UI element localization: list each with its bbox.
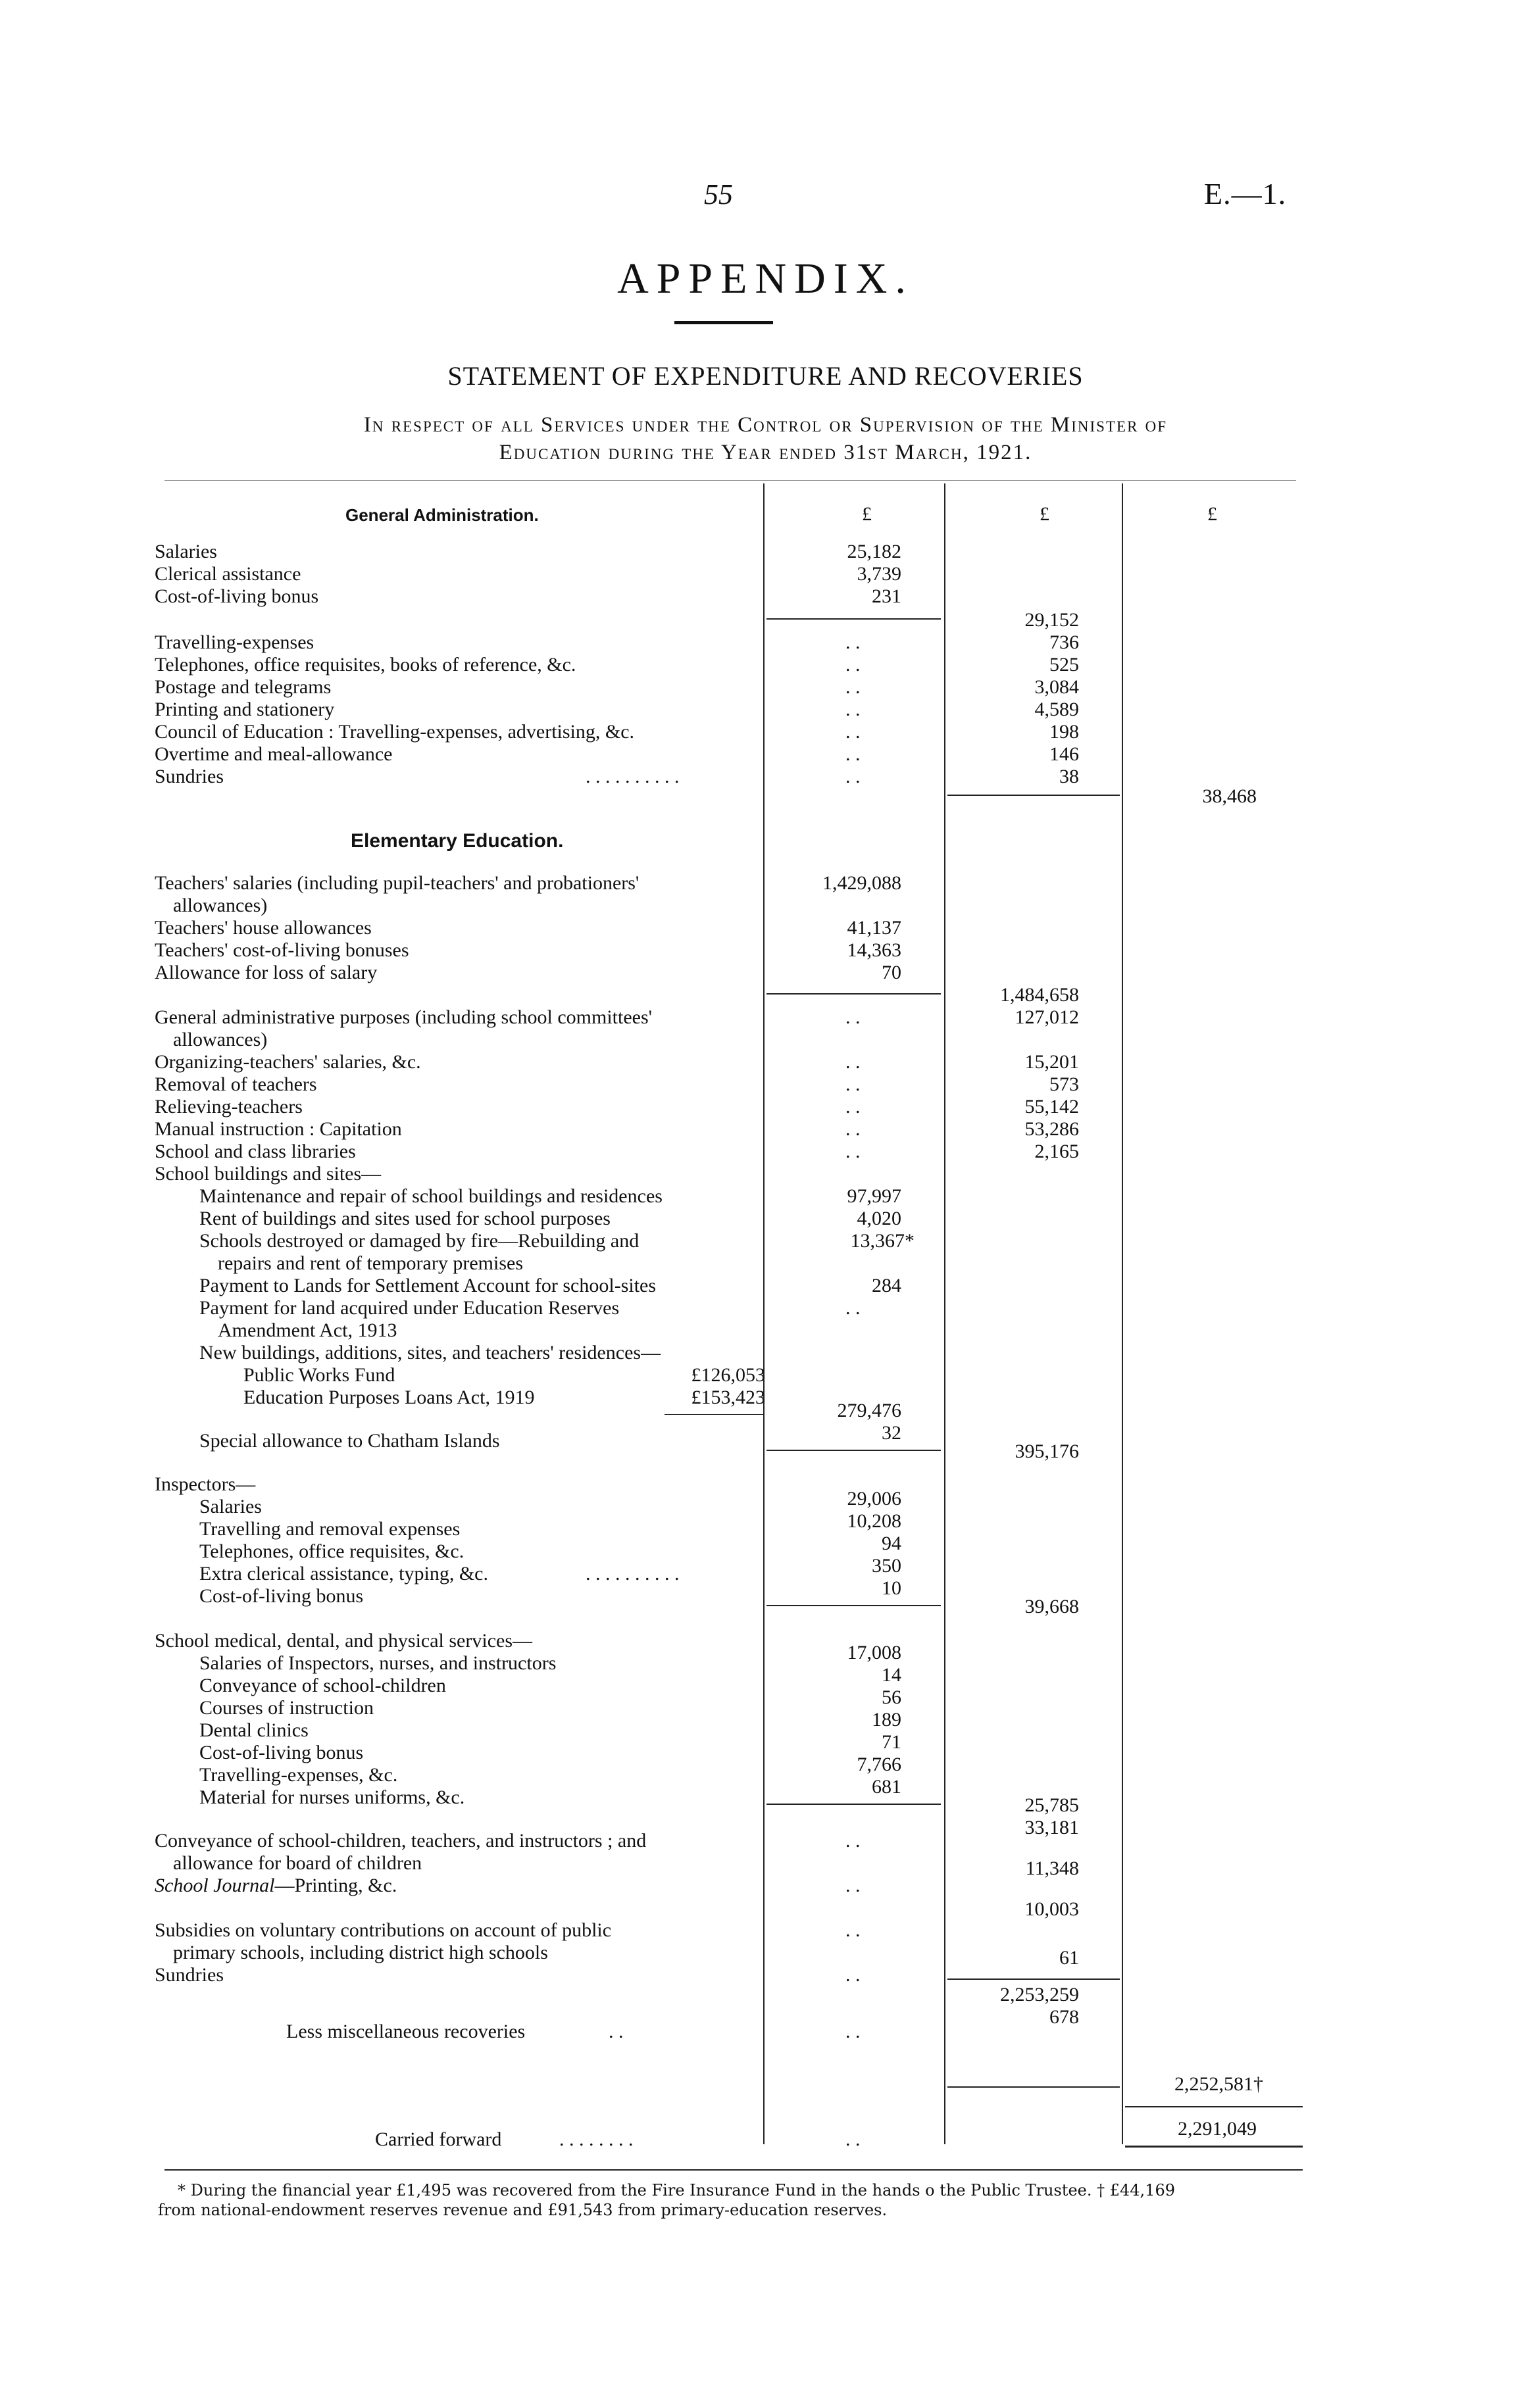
empty-cell-dots: . .	[845, 2021, 861, 2042]
row-label: Sundries	[155, 766, 224, 787]
value-cell: 53,286	[1024, 1118, 1079, 1140]
value-cell: 7,766	[857, 1754, 901, 1775]
leader-dots: . . . . . . . . . .	[586, 766, 680, 787]
row-label: Education Purposes Loans Act, 1919	[243, 1387, 535, 1408]
value-cell: 17,008	[847, 1642, 901, 1663]
value-cell: 4,020	[857, 1208, 901, 1229]
row-label: Salaries of Inspectors, nurses, and instructors	[199, 1652, 557, 1674]
row-label: Conveyance of school-children	[199, 1675, 446, 1696]
empty-cell-dots: . .	[845, 721, 861, 743]
value-cell: £126,053	[691, 1364, 765, 1386]
value-cell: 25,785	[1024, 1794, 1079, 1816]
appendix-title: APPENDIX.	[617, 255, 914, 303]
value-cell: 198	[1049, 721, 1079, 743]
row-label: allowance for board of children	[173, 1852, 422, 1874]
value-cell: 61	[1059, 1947, 1079, 1969]
value-cell: 71	[882, 1731, 901, 1753]
empty-cell-dots: . .	[845, 654, 861, 676]
subtotal-rule	[947, 1978, 1120, 1980]
value-cell: 3,084	[1034, 676, 1079, 698]
leader-dots: . .	[609, 2021, 624, 2042]
row-label: Cost-of-living bonus	[155, 585, 319, 607]
leader-dots: . . . . . . . . . .	[586, 1563, 680, 1585]
row-label: Travelling-expenses, &c.	[199, 1764, 398, 1786]
value-cell: 4,589	[1034, 699, 1079, 720]
col3-currency: £	[1207, 503, 1217, 525]
empty-cell-dots: . .	[845, 1141, 861, 1162]
value-cell: 14,363	[847, 939, 901, 961]
row-label: Manual instruction : Capitation	[155, 1118, 402, 1140]
value-cell: 678	[1049, 2006, 1079, 2028]
row-label: General administrative purposes (including school committees'	[155, 1006, 653, 1028]
subtotal-rule	[1125, 2106, 1303, 2107]
empty-cell-dots: . .	[845, 1875, 861, 1896]
row-label: School buildings and sites—	[155, 1163, 382, 1185]
row-label: Teachers' salaries (including pupil-teachers' and probationers'	[155, 872, 640, 894]
value-cell: 681	[872, 1776, 901, 1798]
value-cell: 32	[882, 1422, 901, 1444]
value-cell: 127,012	[1015, 1006, 1079, 1028]
value-cell: 2,252,581†	[1174, 2073, 1263, 2095]
subtotal-rule	[766, 618, 941, 620]
value-cell: 11,348	[1025, 1857, 1079, 1879]
row-label: Maintenance and repair of school buildings and residences	[199, 1185, 663, 1207]
value-cell: 29,006	[847, 1488, 901, 1510]
row-label: allowances)	[173, 1029, 268, 1050]
row-label: Dental clinics	[199, 1719, 309, 1741]
row-label: Payment to Lands for Settlement Account for school-sites	[199, 1275, 657, 1296]
empty-cell-dots: . .	[845, 1830, 861, 1852]
value-cell: 39,668	[1024, 1596, 1079, 1617]
value-cell: 55,142	[1024, 1096, 1079, 1118]
value-cell: 38,468	[1202, 785, 1257, 807]
statement-title: STATEMENT OF EXPENDITURE AND RECOVERIES	[447, 361, 1084, 391]
row-label: Salaries	[155, 541, 217, 562]
empty-cell-dots: . .	[845, 1297, 861, 1319]
row-label: School medical, dental, and physical services—	[155, 1630, 532, 1652]
row-label: Rent of buildings and sites used for school purposes	[199, 1208, 611, 1229]
footnote-rule	[164, 2169, 1303, 2171]
row-label: Travelling-expenses	[155, 631, 314, 653]
subtotal-rule	[766, 1804, 941, 1805]
empty-cell-dots: . .	[845, 1118, 861, 1140]
value-cell: 29,152	[1024, 609, 1079, 631]
value-cell: 41,137	[847, 917, 901, 939]
row-label: primary schools, including district high schools	[173, 1942, 548, 1963]
row-label: Overtime and meal-allowance	[155, 743, 393, 765]
empty-cell-dots: . .	[845, 631, 861, 653]
empty-cell-dots: . .	[845, 1964, 861, 1986]
row-label: Teachers' house allowances	[155, 917, 372, 939]
empty-cell-dots: . .	[845, 1051, 861, 1073]
footnote-line-1: * During the financial year £1,495 was recovered from the Fire Insurance Fund in the hands o the Public Trustee. † £44,169	[178, 2181, 1175, 2199]
row-label: Special allowance to Chatham Islands	[199, 1430, 500, 1452]
value-cell: 38	[1059, 766, 1079, 787]
row-label: Schools destroyed or damaged by fire—Rebuilding and	[199, 1230, 640, 1252]
value-cell: 2,165	[1034, 1141, 1079, 1162]
row-label: New buildings, additions, sites, and teachers' residences—	[199, 1342, 661, 1364]
value-cell: 189	[872, 1709, 901, 1731]
page-number: 55	[704, 178, 733, 210]
col1-currency: £	[862, 503, 872, 525]
value-cell: 10,208	[847, 1510, 901, 1532]
value-cell: 10,003	[1024, 1898, 1079, 1920]
row-label: Extra clerical assistance, typing, &c.	[199, 1563, 488, 1585]
subtotal-rule	[766, 1605, 941, 1606]
document-reference: E.—1.	[1204, 177, 1287, 210]
subtotal-rule	[947, 795, 1120, 796]
value-cell: 1,429,088	[822, 872, 901, 894]
value-cell: 97,997	[847, 1185, 901, 1207]
row-label: Conveyance of school-children, teachers, and instructors ; and	[155, 1830, 647, 1852]
leader-dots: . . . . . . . .	[559, 2128, 634, 2150]
row-label: Teachers' cost-of-living bonuses	[155, 939, 409, 961]
value-cell: 350	[872, 1555, 901, 1577]
empty-cell-dots: . .	[845, 743, 861, 765]
section-heading-elementary-education: Elementary Education.	[351, 830, 564, 852]
row-label: Courses of instruction	[199, 1697, 374, 1719]
value-cell: 13,367*	[850, 1230, 915, 1252]
footnote-line-2: from national-endowment reserves revenue and £91,543 from primary-education reserves.	[158, 2201, 888, 2219]
value-cell: 14	[882, 1664, 901, 1686]
row-label: Telephones, office requisites, books of reference, &c.	[155, 654, 576, 676]
row-label: Relieving-teachers	[155, 1096, 303, 1118]
total-rule	[1125, 2146, 1303, 2148]
empty-cell-dots: . .	[845, 699, 861, 720]
row-label: Telephones, office requisites, &c.	[199, 1540, 464, 1562]
value-cell: 279,476	[837, 1400, 901, 1421]
value-cell: 2,253,259	[1000, 1984, 1079, 2005]
value-cell: 736	[1049, 631, 1079, 653]
value-cell: 284	[872, 1275, 901, 1296]
value-cell: 94	[882, 1533, 901, 1554]
empty-cell-dots: . .	[845, 1096, 861, 1118]
row-label: Subsidies on voluntary contributions on account of public	[155, 1919, 612, 1941]
row-label: —Printing, &c.	[274, 1875, 397, 1896]
value-cell: 10	[882, 1577, 901, 1599]
subtotal-rule	[947, 2086, 1120, 2088]
row-label: Removal of teachers	[155, 1073, 317, 1095]
subtotal-rule	[665, 1414, 763, 1415]
empty-cell-dots: . .	[845, 2128, 861, 2150]
col2-currency: £	[1040, 503, 1049, 525]
row-label: repairs and rent of temporary premises	[218, 1252, 523, 1274]
subtitle-line-2: Education during the Year ended 31st March, 1921.	[499, 441, 1032, 464]
empty-cell-dots: . .	[845, 1073, 861, 1095]
empty-cell-dots: . .	[845, 766, 861, 787]
value-cell: 70	[882, 962, 901, 983]
row-label: Postage and telegrams	[155, 676, 332, 698]
value-cell: 56	[882, 1686, 901, 1708]
row-label-italic: School Journal	[155, 1875, 275, 1896]
subtotal-rule	[766, 1450, 941, 1451]
row-label: Payment for land acquired under Education Reserves	[199, 1297, 620, 1319]
row-label: Printing and stationery	[155, 699, 335, 720]
empty-cell-dots: . .	[845, 1919, 861, 1941]
value-cell: 2,291,049	[1178, 2118, 1257, 2140]
row-label: Organizing-teachers' salaries, &c.	[155, 1051, 421, 1073]
row-label: Travelling and removal expenses	[199, 1518, 461, 1540]
row-label: Cost-of-living bonus	[199, 1585, 364, 1607]
value-cell: 395,176	[1015, 1440, 1079, 1462]
row-label: Material for nurses uniforms, &c.	[199, 1786, 465, 1808]
value-cell: 15,201	[1024, 1051, 1079, 1073]
subtotal-rule	[766, 993, 941, 995]
row-label: Clerical assistance	[155, 563, 301, 585]
value-cell: 3,739	[857, 563, 901, 585]
value-cell: 525	[1049, 654, 1079, 676]
row-label: Sundries	[155, 1964, 224, 1986]
row-label: Inspectors—	[155, 1473, 256, 1495]
empty-cell-dots: . .	[845, 1006, 861, 1028]
row-label: Carried forward	[375, 2128, 502, 2150]
section-heading-general-administration: General Administration.	[345, 505, 539, 525]
row-label: allowances)	[173, 895, 268, 916]
row-label: Amendment Act, 1913	[218, 1319, 397, 1341]
value-cell: 25,182	[847, 541, 901, 562]
value-cell: 573	[1049, 1073, 1079, 1095]
row-label: Salaries	[199, 1496, 262, 1517]
value-cell: 146	[1049, 743, 1079, 765]
row-label: Council of Education : Travelling-expenses, advertising, &c.	[155, 721, 635, 743]
value-cell: £153,423	[691, 1387, 765, 1408]
value-cell: 231	[872, 585, 901, 607]
row-label: Less miscellaneous recoveries	[286, 2021, 526, 2042]
row-label: Allowance for loss of salary	[155, 962, 378, 983]
row-label: Cost-of-living bonus	[199, 1742, 364, 1763]
value-cell: 33,181	[1024, 1817, 1079, 1838]
row-label: School and class libraries	[155, 1141, 356, 1162]
subtitle-line-1: In respect of all Services under the Control or Supervision of the Minister of	[363, 413, 1168, 437]
empty-cell-dots: . .	[845, 676, 861, 698]
row-label: Public Works Fund	[243, 1364, 395, 1386]
value-cell: 1,484,658	[1000, 984, 1079, 1006]
